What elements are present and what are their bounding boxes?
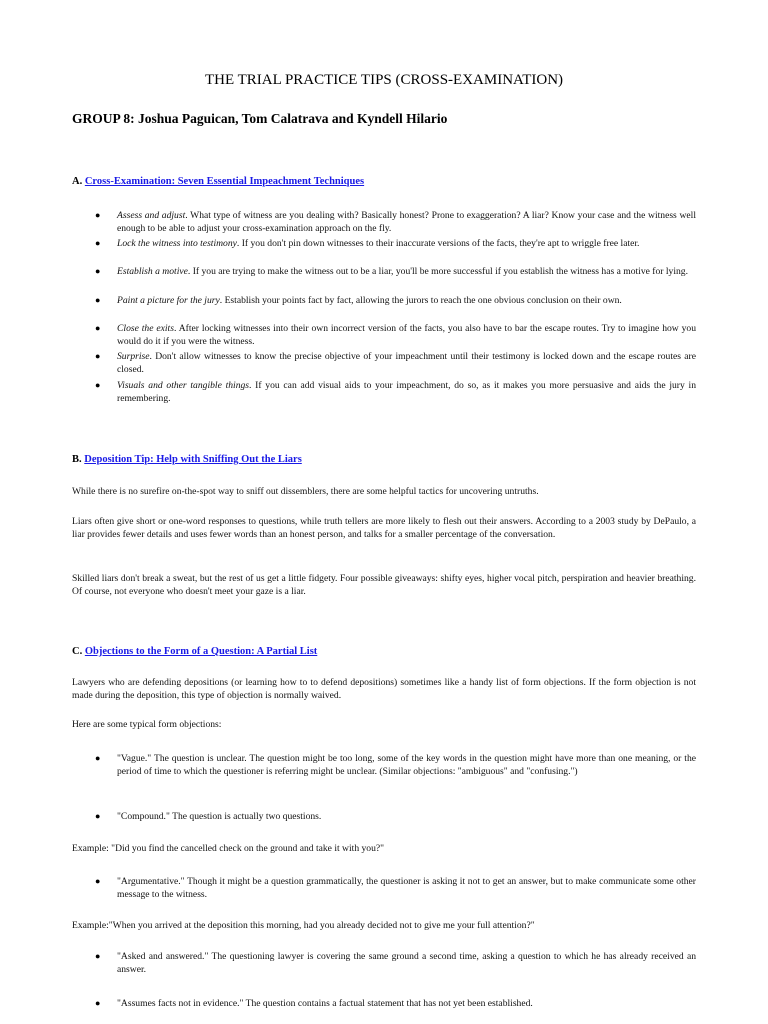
list-item-text: . What type of witness are you dealing with? Basically honest? Prone to exaggeration? A liar? Know your case and the witness well enough to be able to adjust your cross-examination approach on the fly. bbox=[117, 210, 696, 234]
section-a-link[interactable]: Cross-Examination: Seven Essential Impeachment Techniques bbox=[84, 176, 365, 187]
document-title: THE TRIAL PRACTICE TIPS (CROSS-EXAMINATION) bbox=[204, 72, 564, 88]
list-item bbox=[117, 294, 696, 307]
section-c-link[interactable]: Objections to the Form of a Question: A Partial List bbox=[84, 646, 318, 657]
list-item-term: Surprise bbox=[117, 351, 150, 362]
list-item-text: . If you are trying to make the witness out to be a liar, you'll be more successful if you establish the witness has a motive for lying. bbox=[187, 266, 688, 277]
section-b-heading bbox=[72, 454, 302, 465]
group-heading: GROUP 8: Joshua Paguican, Tom Calatrava and Kyndell Hilario bbox=[72, 111, 448, 126]
bullet-icon: ● bbox=[95, 323, 101, 333]
section-a-prefix: A. bbox=[72, 176, 83, 187]
bullet-icon: ● bbox=[95, 266, 101, 276]
bullet-icon: ● bbox=[95, 238, 101, 248]
bullet-icon: ● bbox=[95, 876, 101, 886]
section-c-prefix: C. bbox=[72, 646, 83, 657]
list-item-text: . If you don't pin down witnesses to their inaccurate versions of the facts, they're apt to wriggle free later. bbox=[236, 238, 640, 249]
example-text: Example:"When you arrived at the deposition this morning, had you already decided not to give me your full attention?" bbox=[72, 920, 535, 931]
paragraph: Skilled liars don't break a sweat, but the rest of us get a little fidgety. Four possible giveaways: shifty eyes, higher vocal pitch, perspiration and heavier breathing. Of course, not everyone who doesn't meet your gaze is a liar. bbox=[72, 573, 696, 597]
list-item-term: Establish a motive bbox=[117, 266, 188, 277]
bullet-icon: ● bbox=[95, 380, 101, 390]
list-item-term: Lock the witness into testimony bbox=[117, 238, 237, 249]
section-c-heading bbox=[72, 646, 317, 657]
paragraph: Liars often give short or one-word responses to questions, while truth tellers are more likely to flesh out their answers. According to a 2003 study by DePaulo, a liar provides fewer details and uses fewer words than an honest person, and talks for a smaller percentage of the conversation. bbox=[72, 516, 696, 540]
bullet-icon: ● bbox=[95, 351, 101, 361]
list-item-term: Visuals and other tangible things bbox=[117, 380, 250, 391]
list-item bbox=[117, 322, 696, 348]
bullet-icon: ● bbox=[95, 951, 101, 961]
list-item-text: . After locking witnesses into their own incorrect version of the facts, you also have to bar the escape routes. Try to imagine how you would do it if you were the witness. bbox=[117, 323, 697, 347]
list-item bbox=[117, 379, 696, 405]
list-item bbox=[117, 350, 696, 376]
bullet-icon: ● bbox=[95, 753, 101, 763]
list-item: "Asked and answered." The questioning lawyer is covering the same ground a second time, asking a question to which he has already received an answer. bbox=[117, 951, 696, 975]
paragraph: Lawyers who are defending depositions (or learning how to to defend depositions) sometimes like a handy list of form objections. If the form objection is not made during the deposition, this type of objection is normally waived. bbox=[72, 677, 696, 701]
section-b-link[interactable]: Deposition Tip: Help with Sniffing Out the Liars bbox=[84, 454, 302, 465]
list-item bbox=[117, 265, 696, 278]
list-item bbox=[117, 237, 696, 250]
list-item: "Compound." The question is actually two questions. bbox=[117, 811, 322, 822]
list-item-term: Paint a picture for the jury bbox=[117, 295, 220, 306]
list-item-term: Close the exits bbox=[117, 323, 174, 334]
bullet-icon: ● bbox=[95, 811, 101, 821]
list-item: "Argumentative." Though it might be a question grammatically, the questioner is asking it not to get an answer, but to make communicate some other message to the witness. bbox=[117, 876, 696, 900]
list-item bbox=[117, 209, 696, 235]
bullet-icon: ● bbox=[95, 998, 101, 1008]
list-item: "Assumes facts not in evidence." The question contains a factual statement that has not yet been established. bbox=[117, 998, 533, 1009]
example-text: Example: "Did you find the cancelled check on the ground and take it with you?" bbox=[72, 843, 385, 854]
paragraph: While there is no surefire on-the-spot way to sniff out dissemblers, there are some helpful tactics for uncovering untruths. bbox=[72, 486, 539, 497]
list-item-text: . If you can add visual aids to your impeachment, do so, as it makes you more persuasive and aids the jury in remembering. bbox=[117, 380, 696, 404]
list-item-term: Assess and adjust bbox=[117, 210, 186, 221]
section-a-heading bbox=[72, 176, 364, 187]
list-item-text: . Don't allow witnesses to know the precise objective of your impeachment until their testimony is locked down and the escape routes are closed. bbox=[117, 351, 696, 375]
paragraph: Here are some typical form objections: bbox=[72, 719, 222, 730]
list-item: "Vague." The question is unclear. The question might be too long, some of the key words in the question might have more than one meaning, or the period of time to which the questioner is referring might be unclear. (Similar objections: "ambiguous" and "confusing.") bbox=[117, 753, 696, 777]
list-item-text: . Establish your points fact by fact, allowing the jurors to reach the one obvious conclusion on their own. bbox=[219, 295, 622, 306]
bullet-icon: ● bbox=[95, 295, 101, 305]
section-b-prefix: B. bbox=[72, 454, 82, 465]
bullet-icon: ● bbox=[95, 210, 101, 220]
